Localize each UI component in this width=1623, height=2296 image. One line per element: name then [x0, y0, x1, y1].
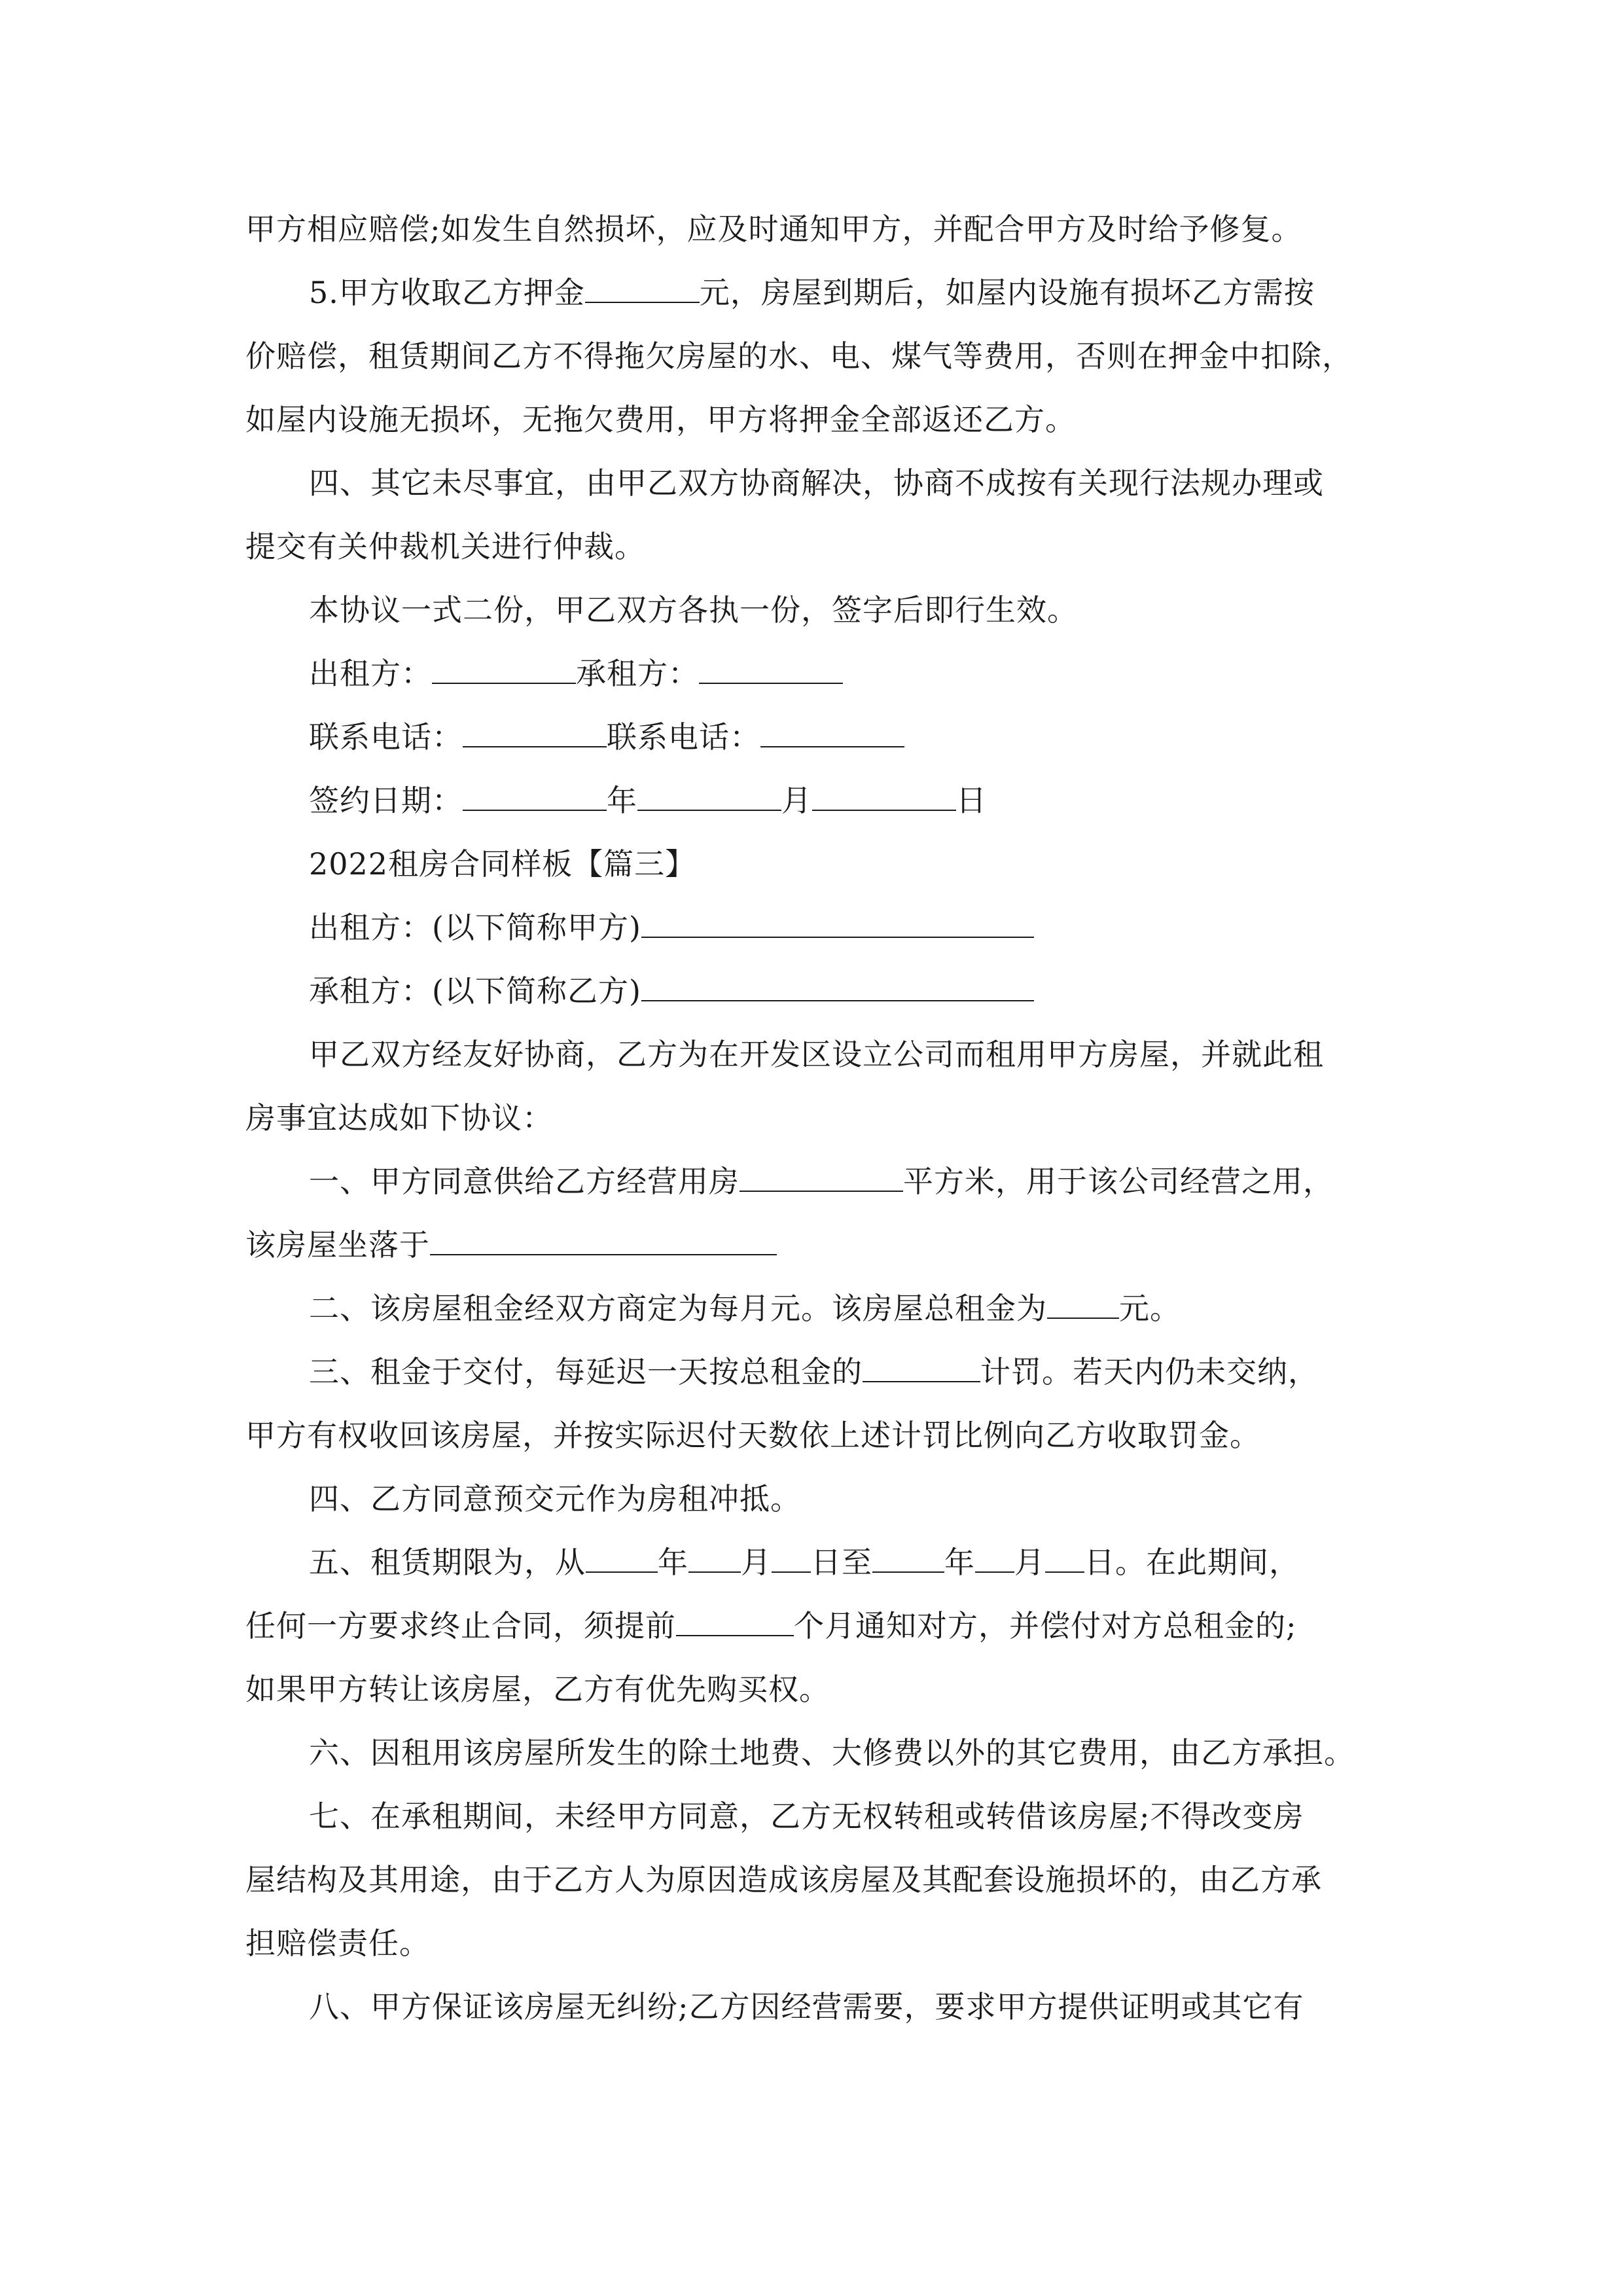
- lessor-blank: [641, 910, 1034, 938]
- day-blank: [812, 783, 956, 811]
- clause-1: 一、甲方同意供给乙方经营用房 平方米，用于该公司经营之用，: [309, 1164, 1334, 1199]
- penalty-rate-blank: [863, 1355, 980, 1382]
- text-line: 如屋内设施无损坏，无拖欠费用，甲方将押金全部返还乙方。: [245, 402, 1076, 437]
- lessor-line: 出租方：(以下简称甲方): [309, 908, 1034, 947]
- text-line: 甲方有权收回该房屋，并按实际迟付天数依上述计罚比例向乙方收取罚金。: [245, 1418, 1260, 1453]
- copies-clause: 本协议一式二份，甲乙双方各执一份，签字后即行生效。: [309, 592, 1078, 628]
- section-heading: 2022租房合同样板【篇三】: [309, 846, 696, 882]
- total-rent-blank: [1047, 1291, 1119, 1319]
- text-line: 房事宜达成如下协议：: [245, 1100, 553, 1136]
- start-year-blank: [586, 1545, 658, 1573]
- year-blank: [463, 783, 607, 811]
- text-line: 甲方相应赔偿;如发生自然损坏，应及时通知甲方，并配合甲方及时给予修复。: [245, 211, 1302, 247]
- location-line: 该房屋坐落于: [245, 1225, 777, 1265]
- clause-4: 四、乙方同意预交元作为房租冲抵。: [309, 1481, 801, 1516]
- start-day-blank: [772, 1545, 811, 1573]
- signature-phones: 联系电话： 联系电话：: [309, 717, 904, 757]
- lessee-name-blank: [699, 656, 843, 684]
- start-month-blank: [688, 1545, 741, 1573]
- month-blank: [637, 783, 781, 811]
- lessee-blank: [641, 974, 1034, 1001]
- text-line: 担赔偿责任。: [245, 1926, 430, 1961]
- end-day-blank: [1045, 1545, 1084, 1573]
- deposit-amount-blank: [585, 276, 700, 303]
- termination-line: 任何一方要求终止合同，须提前 个月通知对方，并偿付对方总租金的;: [245, 1608, 1297, 1643]
- text-line: 如果甲方转让该房屋，乙方有优先购买权。: [245, 1672, 830, 1707]
- text-line: 提交有关仲裁机关进行仲裁。: [245, 529, 645, 564]
- clause-3: 三、租金于交付，每延迟一天按总租金的 计罚。若天内仍未交纳，: [309, 1354, 1319, 1390]
- clause-8: 八、甲方保证该房屋无纠纷;乙方因经营需要，要求甲方提供证明或其它有: [309, 1989, 1304, 2024]
- lessor-name-blank: [432, 656, 576, 684]
- text-line: 屋结构及其用途，由于乙方人为原因造成该房屋及其配套设施损坏的，由乙方承: [245, 1862, 1322, 1897]
- area-blank: [740, 1164, 903, 1192]
- clause-5: 五、租赁期限为，从 年 月 日至 年 月 日。在此期间，: [309, 1545, 1300, 1580]
- lessor-phone-blank: [463, 720, 607, 747]
- notice-months-blank: [676, 1609, 794, 1636]
- clause-7: 七、在承租期间，未经甲方同意，乙方无权转租或转借该房屋;不得改变房: [309, 1799, 1304, 1834]
- end-year-blank: [872, 1545, 944, 1573]
- lessee-phone-blank: [760, 720, 904, 747]
- location-blank: [430, 1228, 777, 1255]
- end-month-blank: [975, 1545, 1014, 1573]
- signing-date: 签约日期： 年 月 日: [309, 783, 987, 818]
- lessee-line: 承租方：(以下简称乙方): [309, 971, 1034, 1011]
- signature-parties: 出租方： 承租方：: [309, 654, 843, 693]
- clause-6: 六、因租用该房屋所发生的除土地费、大修费以外的其它费用，由乙方承担。: [309, 1735, 1355, 1770]
- clause-2: 二、该房屋租金经双方商定为每月元。该房屋总租金为 元。: [309, 1291, 1181, 1326]
- deposit-clause: 5.甲方收取乙方押金 元，房屋到期后，如屋内设施有损坏乙方需按: [309, 275, 1315, 310]
- preamble: 甲乙双方经友好协商，乙方为在开发区设立公司而租用甲方房屋，并就此租: [309, 1037, 1324, 1072]
- text-line: 价赔偿，租赁期间乙方不得拖欠房屋的水、电、煤气等费用，否则在押金中扣除，: [245, 338, 1353, 374]
- other-matters-clause: 四、其它未尽事宜，由甲乙双方协商解决，协商不成按有关现行法规办理或: [309, 465, 1324, 501]
